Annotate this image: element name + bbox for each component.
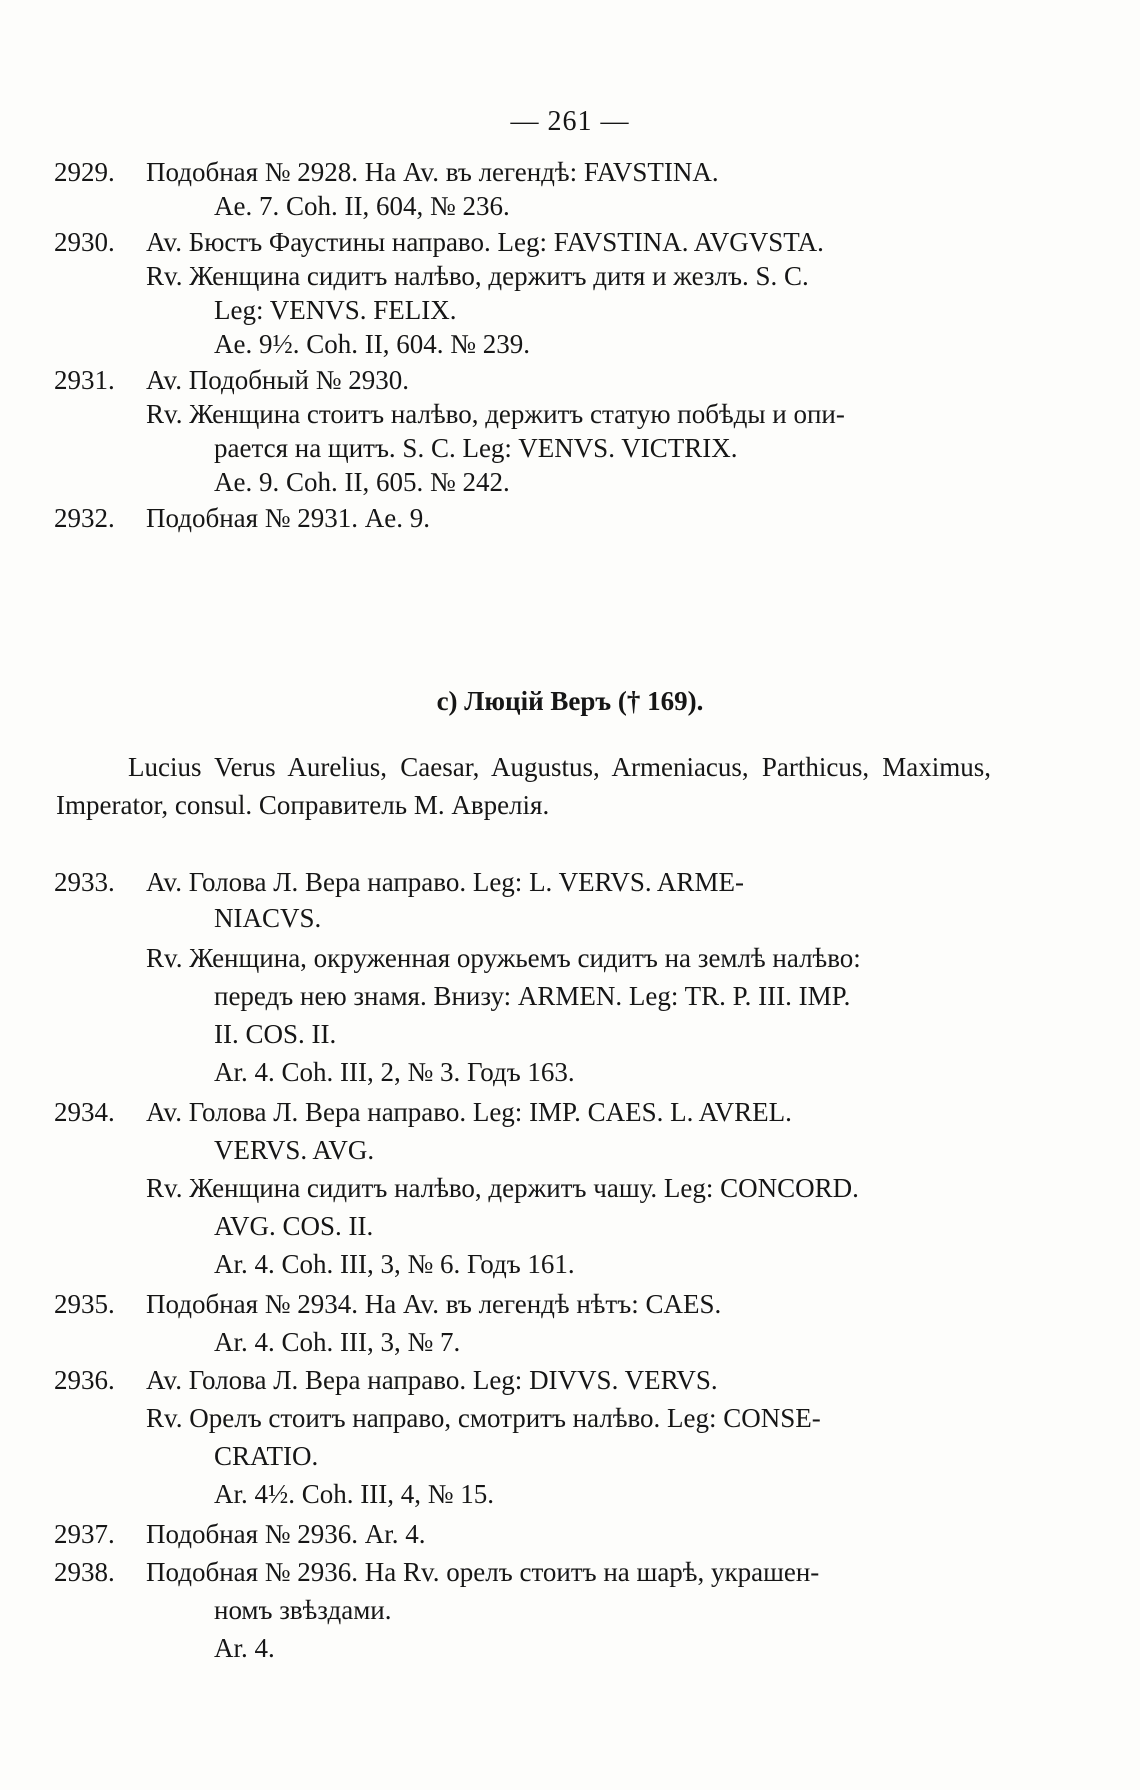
entry-line: Подобная № 2931. Ae. 9. [146,503,431,533]
entry-number: 2933. [54,867,115,897]
entry-line: Ar. 4. Coh. III, 3, № 7. [214,1327,461,1357]
entry-line: Ar. 4. Coh. III, 3, № 6. Годъ 161. [214,1249,575,1279]
page-number: — 261 — [510,106,630,137]
section-heading: c) Люцій Веръ († 169). [436,686,704,716]
entry-line: Ae. 9. Coh. II, 605. № 242. [214,467,510,497]
entry-number: 2938. [54,1557,115,1587]
entry-number: 2932. [54,503,115,533]
entry-line: Av. Подобный № 2930. [146,365,409,395]
entry-number: 2937. [54,1519,115,1549]
entry-line: Подобная № 2934. На Av. въ легендѣ нѣтъ: CAES. [146,1289,722,1319]
entry-line: Av. Бюстъ Фаустины направо. Leg: FAVSTINA. AVGVSTA. [146,227,824,257]
entry-line: Rv. Женщина сидитъ налѣво, держитъ чашу. Leg: CONCORD. [146,1173,859,1203]
entry-line: рается на щитъ. S. C. Leg: VENVS. VICTRIX. [214,433,738,463]
entry-number: 2935. [54,1289,115,1319]
entry-line: Ar. 4. [214,1633,275,1663]
entry-line: номъ звѣздами. [214,1595,392,1625]
entry-line: Rv. Женщина, окруженная оружьемъ сидитъ на землѣ налѣво: [146,943,861,973]
entry-line: Rv. Женщина стоитъ налѣво, держитъ статую побѣды и опи- [146,399,845,429]
entry-line: Av. Голова Л. Вера направо. Leg: L. VERVS. ARME- [146,867,744,897]
entry-line: Подобная № 2936. На Rv. орелъ стоитъ на шарѣ, украшен- [146,1557,820,1587]
entry-line: CRATIO. [214,1441,319,1471]
entry-number: 2931. [54,365,115,395]
entry-line: NIACVS. [214,903,322,933]
entry-line: Rv. Женщина сидитъ налѣво, держитъ дитя и жезлъ. S. C. [146,261,809,291]
entry-line: Leg: VENVS. FELIX. [214,295,457,325]
entry-line: Подобная № 2936. Ar. 4. [146,1519,426,1549]
entry-number: 2936. [54,1365,115,1395]
entry-line: Ae. 7. Coh. II, 604, № 236. [214,191,510,221]
entry-line: Av. Голова Л. Вера направо. Leg: DIVVS. VERVS. [146,1365,718,1395]
entry-number: 2934. [54,1097,115,1127]
entry-line: передъ нею знамя. Внизу: ARMEN. Leg: TR. P. III. IMP. [214,981,851,1011]
entry-line: AVG. COS. II. [214,1211,374,1241]
entry-line: Ae. 9½. Coh. II, 604. № 239. [214,329,530,359]
entry-line: Ar. 4½. Coh. III, 4, № 15. [214,1479,494,1509]
entry-number: 2929. [54,157,115,187]
entry-number: 2930. [54,227,115,257]
entry-line: Rv. Орелъ стоитъ направо, смотритъ налѣво. Leg: CONSE- [146,1403,821,1433]
entry-line: Подобная № 2928. На Av. въ легендѣ: FAVSTINA. [146,157,719,187]
entry-line: II. COS. II. [214,1019,337,1049]
entry-line: Av. Голова Л. Вера направо. Leg: IMP. CAES. L. AVREL. [146,1097,792,1127]
entry-line: VERVS. AVG. [214,1135,375,1165]
intro-paragraph: Lucius Verus Aurelius, Caesar, Augustus, Armeniacus, Parthicus, Maximus, Imperator, consul. Соправитель М. Аврелія. [56,752,991,820]
entry-line: Ar. 4. Coh. III, 2, № 3. Годъ 163. [214,1057,575,1087]
